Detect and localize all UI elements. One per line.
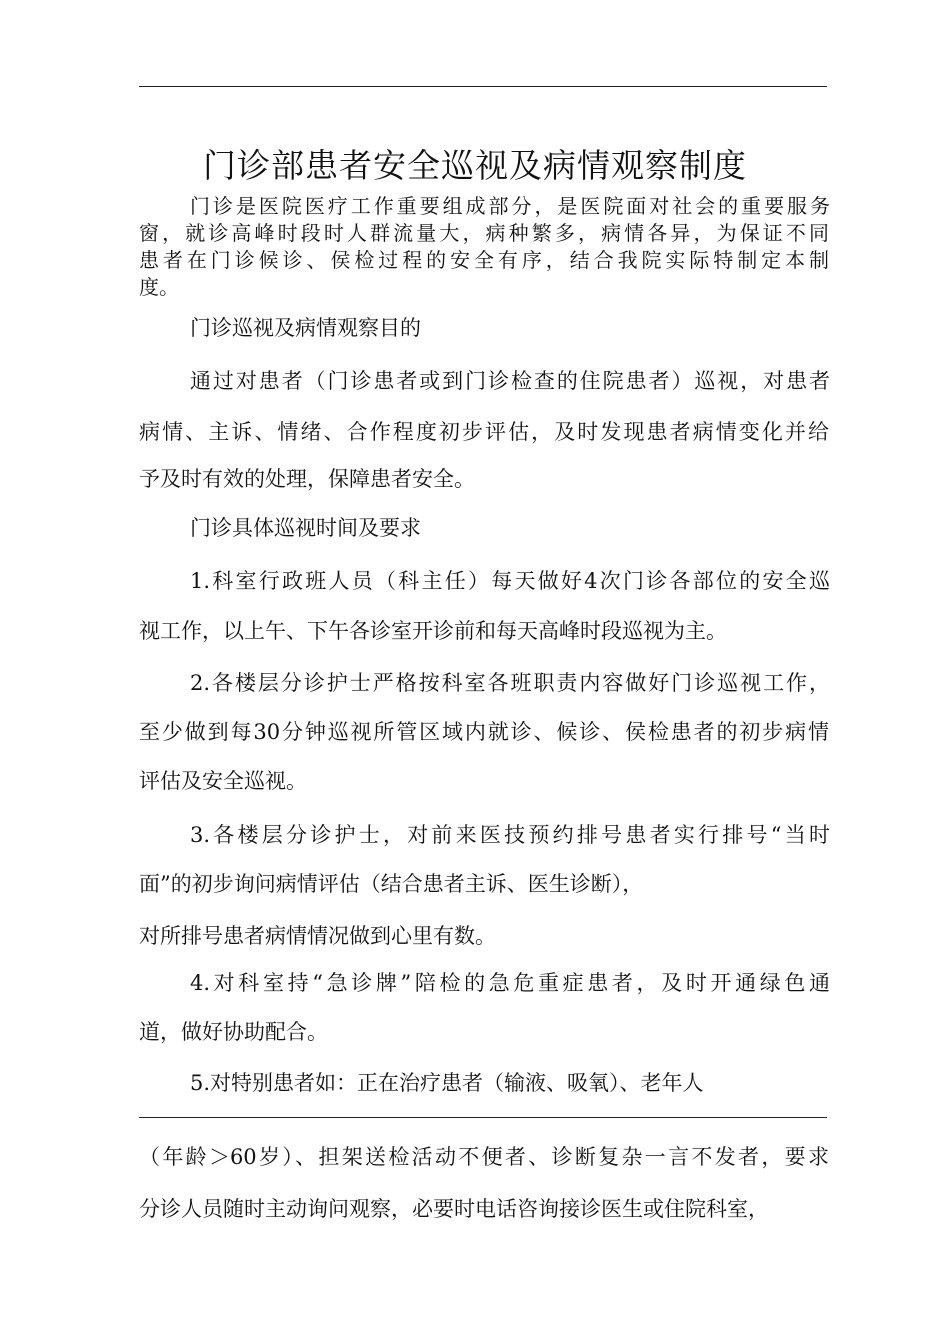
continuation-line: （年龄＞60岁）、担架送检活动不便者、诊断复杂一言不发者，要求: [139, 1145, 829, 1169]
paragraph-line: 予及时有效的处理，保障患者安全。: [139, 467, 475, 491]
intro-line: 窗，就诊高峰时段时人群流量大，病种繁多，病情各异，为保证不同: [139, 221, 829, 245]
continuation-line: 分诊人员随时主动询问观察，必要时电话咨询接诊医生或住院科室，: [139, 1197, 769, 1221]
section-heading-purpose: 门诊巡视及病情观察目的: [190, 316, 421, 340]
list-item-1-line: 视工作，以上午、下午各诊室开诊前和每天高峰时段巡视为主。: [139, 619, 727, 643]
list-item-1-line: 1.科室行政班人员（科主任）每天做好4次门诊各部位的安全巡: [190, 569, 830, 593]
list-item-5-line: 5.对特别患者如：正在治疗患者（输液、吸氧）、老年人: [190, 1071, 704, 1095]
paragraph-line: 通过对患者（门诊患者或到门诊检查的住院患者）巡视，对患者: [190, 369, 830, 393]
footer-rule: [139, 1117, 827, 1118]
list-item-4-line: 4.对科室持“急诊牌”陪检的急危重症患者，及时开通绿色通: [190, 971, 830, 995]
intro-line: 门诊是医院医疗工作重要组成部分，是医院面对社会的重要服务: [190, 194, 830, 218]
list-item-3-line: 对所排号患者病情情况做到心里有数。: [139, 924, 496, 948]
list-item-3-line: 3.各楼层分诊护士，对前来医技预约排号患者实行排号“当时: [190, 823, 830, 847]
section-heading-requirements: 门诊具体巡视时间及要求: [190, 516, 421, 540]
document-title: 门诊部患者安全巡视及病情观察制度: [203, 146, 747, 186]
header-rule: [139, 86, 827, 87]
list-item-4-line: 道，做好协助配合。: [139, 1020, 328, 1044]
paragraph-line: 病情、主诉、情绪、合作程度初步评估，及时发现患者病情变化并给: [139, 420, 829, 444]
list-item-2-line: 评估及安全巡视。: [139, 769, 307, 793]
list-item-2-line: 2.各楼层分诊护士严格按科室各班职责内容做好门诊巡视工作，: [190, 671, 830, 695]
intro-line: 患者在门诊候诊、侯检过程的安全有序，结合我院实际特制定本制: [139, 248, 829, 272]
list-item-3-line: 面”的初步询问病情评估（结合患者主诉、医生诊断），: [139, 872, 644, 896]
intro-line: 度。: [139, 275, 179, 299]
list-item-2-line: 至少做到每30分钟巡视所管区域内就诊、候诊、侯检患者的初步病情: [139, 720, 829, 744]
